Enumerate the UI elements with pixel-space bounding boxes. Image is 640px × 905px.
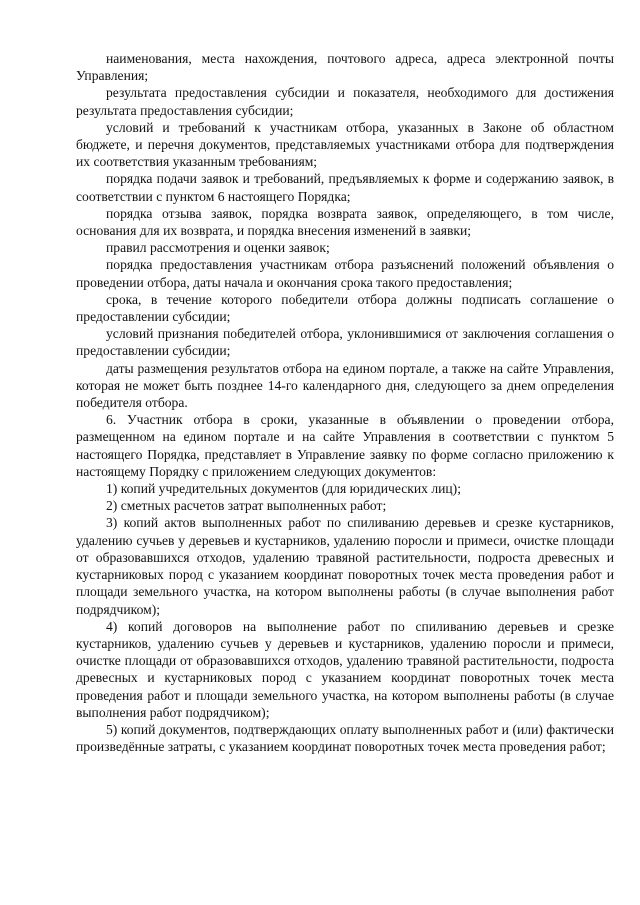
list-item-work-acts: 3) копий актов выполненных работ по спиливанию деревьев и срезке кустарников, удалению сучьев у деревьев и кустарников, удалению поросли и примеси, очистке площади от образовавшихся отходов, удалению травяной растительности, подроста древесных и кустарниковых пород с указанием координат поворотных точек места проведения работ и площади земельного участка, на котором выполнены работы (в случае выполнения работ подрядчиком);	[76, 515, 614, 617]
list-item-payment-documents: 5) копий документов, подтверждающих оплату выполненных работ и (или) фактически произведённые затраты, с указанием координат поворотных точек места проведения работ;	[76, 721, 614, 755]
paragraph-evaluation-rules: правил рассмотрения и оценки заявок;	[106, 240, 330, 256]
paragraph-evasion-conditions: условий признания победителей отбора, уклонившимися от заключения соглашения о предоставлении субсидии;	[76, 326, 614, 359]
paragraph-participant-requirements: условий и требований к участникам отбора, указанных в Законе об областном бюджете, и перечня документов, представляемых участниками отбора для подтверждения их соответствия указанным требованиям;	[76, 119, 614, 170]
paragraph-item-6-application: 6. Участник отбора в сроки, указанные в объявлении о проведении отбора, размещенном на едином портале и на сайте Управления в соответствии с пунктом 5 настоящего Порядка, представляет в Управление заявку по форме согласно приложению к настоящему Порядку с приложением следующих документов:	[76, 412, 614, 479]
list-item-cost-estimates: 2) сметных расчетов затрат выполненных работ;	[106, 498, 387, 514]
list-item-work-contracts: 4) копий договоров на выполнение работ по спиливанию деревьев и срезке кустарников, удалению сучьев у деревьев и кустарников, удалению поросли и примеси, очистке площади от образовавшихся отходов, удалению травяной растительности, подроста древесных и кустарниковых пород с указанием координат поворотных точек места проведения работ и площади земельного участка, на котором выполнены работы (в случае выполнения работ подрядчиком);	[76, 618, 614, 720]
paragraph-agreement-deadline: срока, в течение которого победители отбора должны подписать соглашение о предоставлении субсидии;	[76, 291, 614, 325]
paragraph-results-publication: даты размещения результатов отбора на едином портале, а также на сайте Управления, которая не может быть позднее 14-го календарного дня, следующего за днем определения победителя отбора.	[76, 360, 614, 411]
paragraph-announcement-name-address: наименования, места нахождения, почтового адреса, адреса электронной почты Управления;	[76, 51, 614, 84]
paragraph-application-withdrawal: порядка отзыва заявок, порядка возврата заявок, определяющего, в том числе, основания для их возврата, и порядка внесения изменений в заявки;	[76, 205, 614, 239]
paragraph-subsidy-result: результата предоставления субсидии и показателя, необходимого для достижения результата предоставления субсидии;	[76, 85, 614, 118]
paragraph-clarification-procedure: порядка предоставления участникам отбора разъяснений положений объявления о проведении отбора, даты начала и окончания срока такого предоставления;	[76, 257, 614, 290]
list-item-founding-documents: 1) копий учредительных документов (для юридических лиц);	[106, 481, 461, 497]
document-page	[76, 50, 614, 755]
paragraph-application-procedure: порядка подачи заявок и требований, предъявляемых к форме и содержанию заявок, в соответствии с пунктом 6 настоящего Порядка;	[76, 171, 614, 204]
